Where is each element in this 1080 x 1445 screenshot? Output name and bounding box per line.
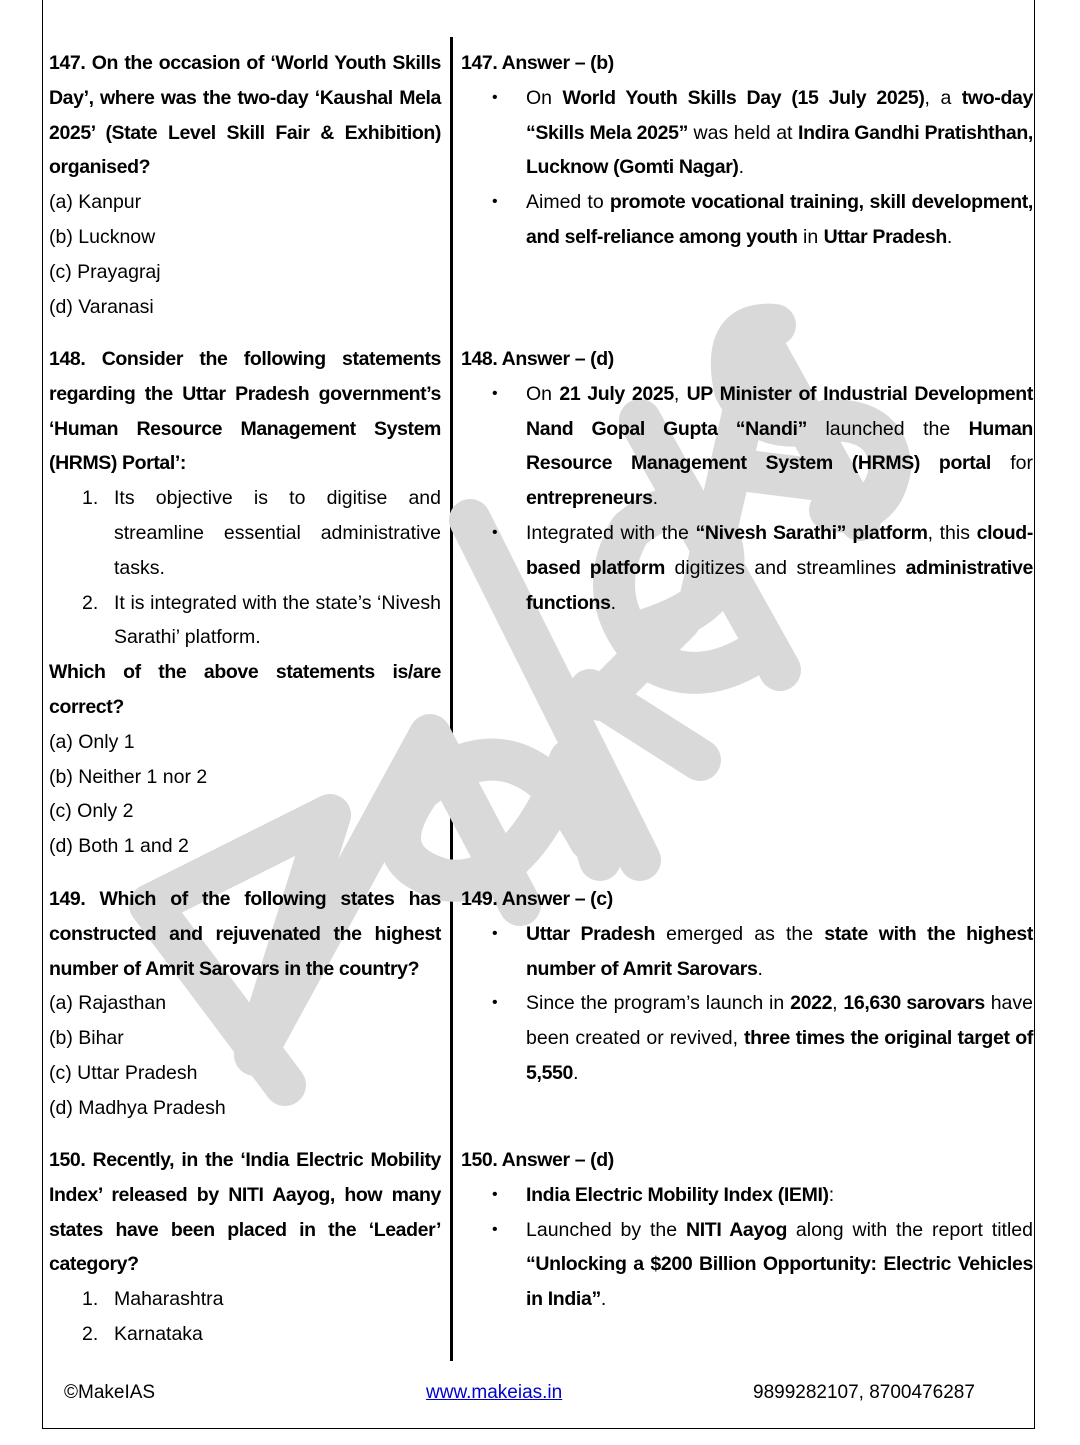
bold-text: “Unlocking a $200 Billion Opportunity: Electric Vehicles in India”: [526, 1253, 1033, 1311]
question-149: [49, 882, 441, 1126]
bold-text: Human Resource Management System (HRMS) portal: [526, 417, 1033, 475]
question-148: [49, 342, 441, 864]
bold-text: cloud-based platform: [526, 521, 1033, 579]
bold-text: Indira Gandhi Pratishthan, Lucknow (Gomti Nagar): [526, 121, 1034, 179]
text: was held at: [688, 121, 799, 144]
text: .: [652, 487, 659, 510]
text: have been created or revived,: [526, 992, 1033, 1050]
statement-number: 1.: [82, 487, 99, 510]
explanation-point: [461, 1178, 1033, 1213]
text: along with the report titled: [787, 1218, 1034, 1241]
statement-list: [49, 1282, 441, 1352]
question-147: [49, 46, 441, 324]
statement-list: [49, 481, 441, 655]
text: .: [573, 1061, 579, 1084]
option-b: (b) Neither 1 nor 2: [49, 765, 208, 788]
bold-text: “Nivesh Sarathi” platform: [695, 521, 928, 544]
text: ,: [673, 382, 687, 405]
bold-text: 2022: [790, 992, 833, 1015]
answer-147: [461, 46, 1033, 255]
bold-text: Uttar Pradesh: [823, 225, 947, 248]
bold-text: 21 July 2025: [559, 382, 674, 405]
bold-text: India Electric Mobility Index (IEMI): [526, 1183, 829, 1206]
statement-number: 2.: [82, 591, 99, 614]
text: On: [526, 382, 560, 405]
option-a: (a) Kanpur: [49, 191, 142, 214]
text: , a: [924, 86, 962, 109]
option-a: (a) Rajasthan: [49, 992, 167, 1015]
explanation-list: [461, 81, 1033, 255]
statement-item: [49, 1282, 441, 1317]
question-text: 147. On the occasion of ‘World Youth Skills Day’, where was the two-day ‘Kaushal Mela 2025’ (State Level Skill Fair & Exhibition) organised?: [49, 52, 441, 179]
answer-148: [461, 342, 1033, 620]
answer-label: 149. Answer – (c): [461, 888, 613, 910]
bold-text: World Youth Skills Day (15 July 2025): [562, 86, 925, 109]
footer-copyright: ©MakeIAS: [64, 1382, 156, 1403]
option-b: (b) Bihar: [49, 1027, 124, 1050]
bold-text: Uttar Pradesh: [526, 922, 656, 945]
text: On: [526, 86, 563, 109]
answer-label: 150. Answer – (d): [461, 1149, 614, 1171]
option-d: (d) Varanasi: [49, 295, 154, 318]
statement-item: [49, 1317, 441, 1352]
bold-text: three times the original target of 5,550: [526, 1027, 1033, 1084]
answer-150: [461, 1143, 1033, 1317]
explanation-point: [461, 516, 1033, 620]
text: .: [610, 591, 617, 614]
answer-149: [461, 882, 1033, 1091]
answer-label: 147. Answer – (b): [461, 52, 614, 74]
option-a: (a) Only 1: [49, 730, 135, 753]
bold-text: promote vocational training, skill development, and self-reliance among youth: [526, 191, 1033, 248]
option-c: (c) Prayagraj: [49, 260, 161, 283]
explanation-point: [461, 1213, 1033, 1317]
statement-text: It is integrated with the state’s ‘Nivesh Sarathi’ platform.: [114, 591, 441, 649]
question-150: [49, 1143, 441, 1352]
explanation-point: [461, 81, 1033, 185]
bold-text: NITI Aayog: [685, 1218, 788, 1241]
question-text: 148. Consider the following statements regarding the Uttar Pradesh government’s ‘Human Resource Management System (HRMS) Portal’:: [49, 348, 441, 475]
bold-text: 16,630 sarovars: [843, 992, 985, 1015]
text: digitizes and streamlines: [664, 556, 906, 579]
statement-number: 2.: [82, 1322, 99, 1345]
explanation-list: [461, 377, 1033, 621]
text: launched the: [807, 417, 969, 440]
statement-item: [49, 481, 441, 585]
explanation-point: [461, 917, 1033, 987]
option-d: (d) Both 1 and 2: [49, 835, 189, 858]
question-prompt: Which of the above statements is/are correct?: [49, 661, 441, 718]
option-d: (d) Madhya Pradesh: [49, 1096, 226, 1119]
column-divider: [450, 37, 453, 1361]
explanation-point: [461, 986, 1033, 1090]
text: for: [990, 452, 1033, 475]
explanation-list: [461, 1178, 1033, 1317]
text: Since the program’s launch in: [526, 992, 791, 1015]
text: in: [797, 225, 824, 248]
bold-text: entrepreneurs: [526, 487, 653, 510]
text: , this: [927, 521, 977, 544]
text: .: [757, 957, 763, 980]
footer-website-link[interactable]: www.makeias.in: [426, 1382, 563, 1403]
text: emerged as the: [655, 922, 825, 945]
bold-text: administrative functions: [526, 556, 1033, 614]
bold-text: state with the highest number of Amrit Sarovars: [526, 922, 1033, 980]
statement-text: Karnataka: [114, 1322, 203, 1345]
statement-text: Maharashtra: [114, 1288, 224, 1311]
bold-text: two-day “Skills Mela 2025”: [526, 86, 1033, 144]
statement-number: 1.: [82, 1288, 99, 1311]
text: .: [738, 156, 744, 179]
text: .: [946, 225, 953, 248]
question-text: 149. Which of the following states has constructed and rejuvenated the highest number of Amrit Sarovars in the country?: [49, 888, 441, 980]
answer-label: 148. Answer – (d): [461, 348, 614, 370]
text: ,: [832, 992, 844, 1015]
option-c: (c) Uttar Pradesh: [49, 1061, 198, 1084]
statement-text: Its objective is to digitise and streamline essential administrative tasks.: [114, 487, 441, 579]
explanation-list: [461, 917, 1033, 1091]
option-b: (b) Lucknow: [49, 225, 156, 248]
footer-phone-numbers: 9899282107, 8700476287: [753, 1382, 975, 1403]
text: :: [828, 1183, 835, 1206]
explanation-point: [461, 185, 1033, 255]
text: Aimed to: [526, 191, 610, 214]
option-c: (c) Only 2: [49, 800, 134, 823]
bold-text: UP Minister of Industrial Development Nand Gopal Gupta “Nandi”: [526, 382, 1033, 440]
text: .: [600, 1288, 607, 1311]
text: Integrated with the: [526, 521, 696, 544]
text: Launched by the: [526, 1218, 686, 1241]
statement-item: [49, 586, 441, 656]
question-text: 150. Recently, in the ‘India Electric Mobility Index’ released by NITI Aayog, how many states have been placed in the ‘Leader’ category?: [49, 1149, 441, 1276]
explanation-point: [461, 377, 1033, 516]
